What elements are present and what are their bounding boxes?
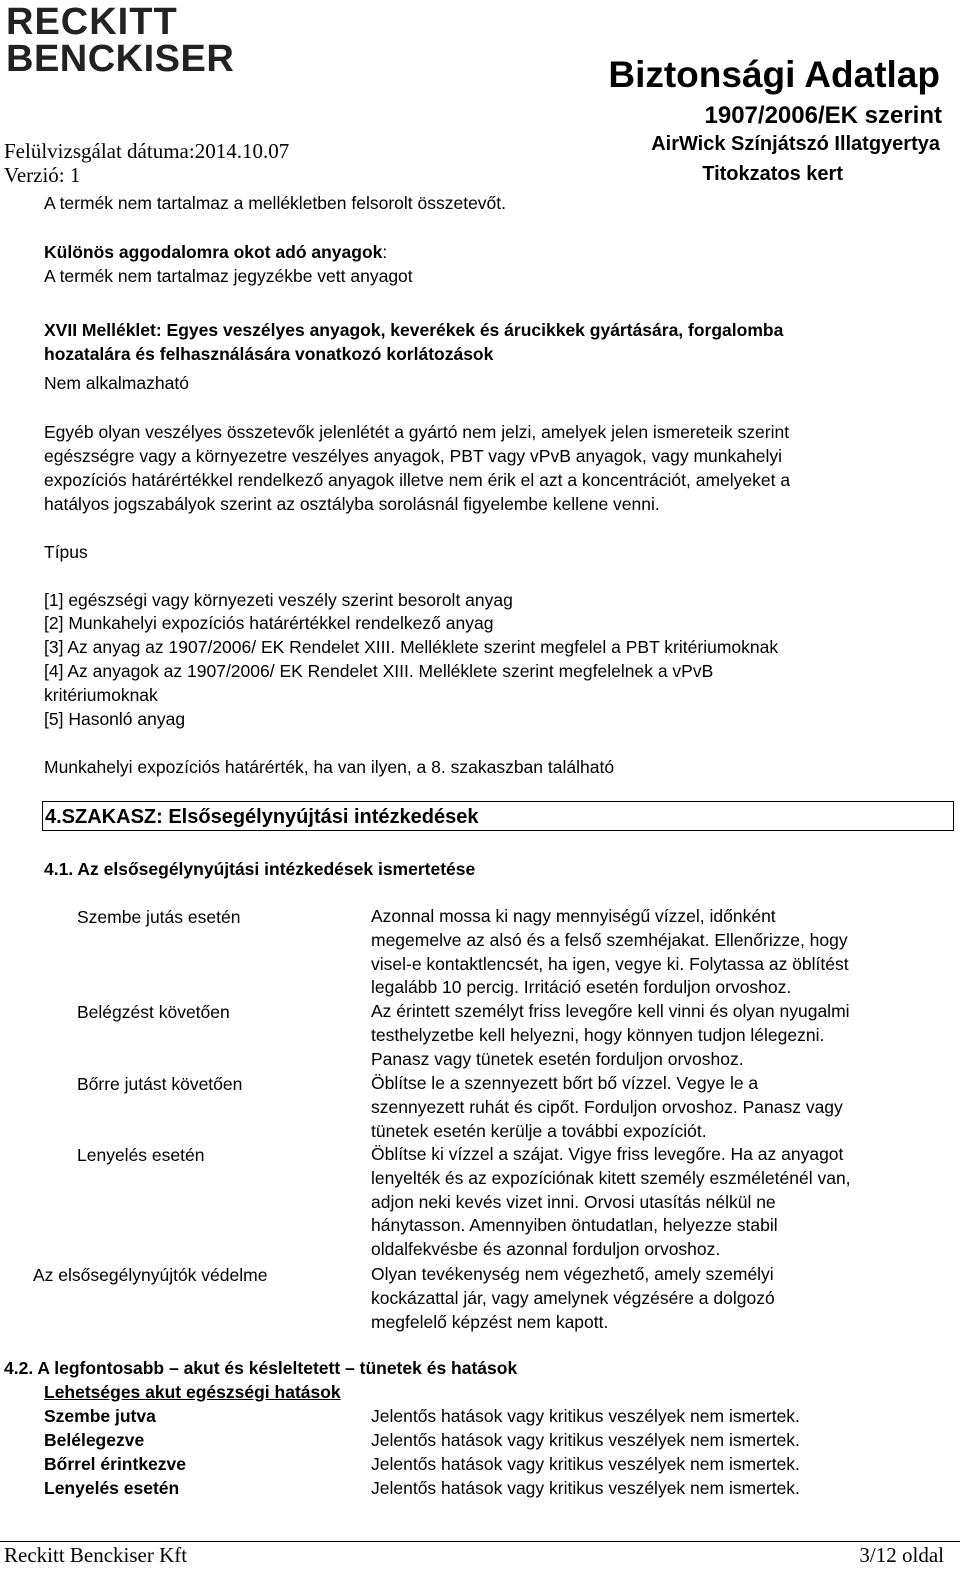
company-logo: [6, 1, 235, 80]
product-variant: Titokzatos kert: [702, 163, 843, 185]
text-line: Az érintett személyt friss levegőre kell vinni és olyan nyugalmi: [371, 1001, 850, 1021]
first-aid-label-ingestion: Lenyelés esetén: [77, 1145, 205, 1165]
annex17-heading-line-2: hozatalára és felhasználására vonatkozó korlátozások: [44, 344, 494, 364]
first-aid-text-ingestion: [371, 1143, 946, 1262]
footer-company: Reckitt Benckiser Kft: [4, 1543, 188, 1567]
type-item: [3] Az anyag az 1907/2006/ EK Rendelet XIII. Melléklete szerint megfelel a PBT kritériumoknak: [44, 637, 779, 657]
other-components-line-1: Egyéb olyan veszélyes összetevők jelenlétét a gyártó nem jelzi, amelyek jelen ismereteik szerint: [44, 422, 790, 442]
type-item: [1] egészségi vagy környezeti veszély szerint besorolt anyag: [44, 590, 513, 610]
first-aid-text-inhalation: [371, 1000, 946, 1071]
acute-route-skin: Bőrrel érintkezve: [44, 1454, 187, 1474]
text-line: lenyelték és az expozíciónak kitett személy eszméleténél van,: [371, 1167, 851, 1188]
annex17-value: Nem alkalmazható: [44, 373, 189, 393]
type-item: [4] Az anyagok az 1907/2006/ EK Rendelet XIII. Melléklete szerint megfelelnek a vPvB: [44, 661, 714, 681]
text-line: Öblítse ki vízzel a szájat. Vigye friss levegőre. Ha az anyagot: [371, 1144, 844, 1164]
first-aid-label-inhalation: Belégzést követően: [77, 1002, 230, 1022]
text-line: oldalfekvésbe és azonnal forduljon orvoshoz.: [371, 1239, 721, 1260]
logo-line-2: BENCKISER: [6, 38, 235, 80]
text-line: Öblítse le a szennyezett bőrt bő vízzel. Vegye le a: [371, 1073, 759, 1093]
document-title: Biztonsági Adatlap: [608, 54, 940, 95]
acute-effect-inhalation: Jelentős hatások vagy kritikus veszélyek nem ismertek.: [371, 1430, 800, 1450]
type-label: Típus: [44, 542, 88, 562]
first-aid-text-responders: [371, 1263, 946, 1334]
first-aid-text-eye: [371, 905, 946, 1000]
subsection-4-1-title: 4.1. Az elsősegélynyújtási intézkedések ismertetése: [44, 859, 476, 879]
product-name: AirWick Színjátszó Illatgyertya: [651, 133, 940, 155]
acute-effect-ingestion: Jelentős hatások vagy kritikus veszélyek nem ismertek.: [371, 1478, 800, 1498]
acute-route-inhalation: Belélegezve: [44, 1430, 145, 1450]
text-line: Azonnal mossa ki nagy mennyiségű vízzel, időnként: [371, 906, 776, 926]
text-line: hánytasson. Amennyiben öntudatlan, helyezze stabil: [371, 1215, 778, 1236]
annex17-heading-line-1: XVII Melléklet: Egyes veszélyes anyagok, keverékek és árucikkek gyártására, forgalomba: [44, 320, 784, 340]
footer-page-number: 3/12 oldal: [859, 1543, 944, 1567]
svhc-text: A termék nem tartalmaz jegyzékbe vett anyagot: [44, 266, 413, 286]
footer-divider: [0, 1541, 960, 1542]
text-line: kockázattal jár, vagy amelynek végzésére a dolgozó: [371, 1287, 775, 1308]
type-item: [5] Hasonló anyag: [44, 709, 186, 729]
text-line: tünetek esetén kerülje a további expozíciót.: [371, 1120, 707, 1141]
svhc-heading: Különös aggodalomra okot adó anyagok: [44, 242, 383, 262]
svhc-heading-line: [44, 240, 387, 264]
other-components-line-2: egészségre vagy a környezetre veszélyes anyagok, PBT vagy vPvB anyagok, vagy munkahelyi: [44, 446, 782, 466]
other-components-line-3: expozíciós határértékkel rendelkező anyagok illetve nem érik el azt a koncentrációt, amelyeket a: [44, 470, 791, 490]
svhc-colon: :: [382, 242, 388, 262]
regulation-reference: 1907/2006/EK szerint: [704, 102, 942, 129]
text-line: megemelve az alsó és a felső szemhéjakat. Ellenőrizze, hogy: [371, 929, 848, 950]
text-line: adjon neki kevés vizet inni. Orvosi utasítás nélkül ne: [371, 1191, 776, 1212]
text-line: legalább 10 percig. Irritáció esetén forduljon orvoshoz.: [371, 977, 792, 998]
text-line: visel-e kontaktlencsét, ha igen, vegye ki. Folytassa az öblítést: [371, 953, 849, 974]
section-4-title: 4.SZAKASZ: Elsősegélynyújtási intézkedések: [42, 801, 954, 831]
logo-line-1: RECKITT: [6, 1, 178, 43]
text-line: szennyezett ruhát és cipőt. Forduljon orvoshoz. Panasz vagy: [371, 1096, 843, 1117]
oel-note: Munkahelyi expozíciós határérték, ha van ilyen, a 8. szakaszban található: [44, 757, 615, 777]
type-item: [2] Munkahelyi expozíciós határértékkel rendelkező anyag: [44, 613, 494, 633]
text-line: testhelyzetbe kell helyezni, hogy könnyen tudjon lélegezni.: [371, 1024, 825, 1045]
acute-effect-eye: Jelentős hatások vagy kritikus veszélyek nem ismertek.: [371, 1406, 800, 1426]
type-item: kritériumoknak: [44, 685, 158, 705]
first-aid-label-skin: Bőrre jutást követően: [77, 1074, 243, 1094]
acute-effect-skin: Jelentős hatások vagy kritikus veszélyek nem ismertek.: [371, 1454, 800, 1474]
first-aid-label-responders: Az elsősegélynyújtók védelme: [33, 1265, 268, 1285]
acute-effects-heading: Lehetséges akut egészségi hatások: [44, 1382, 341, 1402]
acute-route-ingestion: Lenyelés esetén: [44, 1478, 180, 1498]
annex-statement: A termék nem tartalmaz a mellékletben felsorolt összetevőt.: [44, 193, 507, 213]
review-date: Felülvizsgálat dátuma:2014.10.07: [4, 139, 290, 163]
text-line: Olyan tevékenység nem végezhető, amely személyi: [371, 1264, 774, 1284]
first-aid-label-eye: Szembe jutás esetén: [77, 907, 241, 927]
subsection-4-2-title: 4.2. A legfontosabb – akut és késleltetett – tünetek és hatások: [4, 1358, 518, 1378]
version-label: Verzió: 1: [4, 163, 81, 187]
acute-route-eye: Szembe jutva: [44, 1406, 156, 1426]
other-components-line-4: hatályos jogszabályok szerint az osztályba sorolásnál figyelembe kellene venni.: [44, 494, 660, 514]
text-line: Panasz vagy tünetek esetén forduljon orvoshoz.: [371, 1048, 744, 1069]
text-line: megfelelő képzést nem kapott.: [371, 1311, 609, 1332]
first-aid-text-skin: [371, 1072, 946, 1143]
